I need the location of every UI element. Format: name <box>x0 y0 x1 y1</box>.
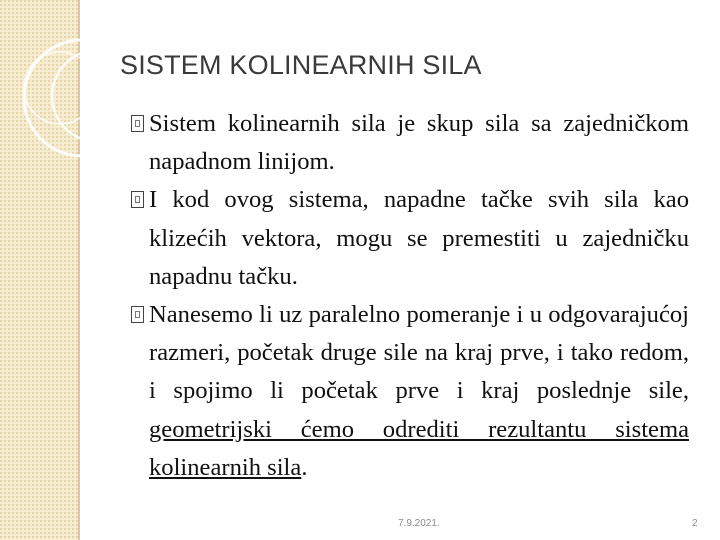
bullet-icon <box>131 115 144 132</box>
paragraph-1 <box>131 105 689 181</box>
paragraph-2-text: I kod ovog sistema, napadne tačke svih sila kao klizećih vektora, mogu se premestiti u zajedničku napadnu tačku. <box>149 186 689 290</box>
paragraph-3-text: Nanesemo li uz paralelno pomeranje i u odgovarajućoj razmeri, početak druge sile na kraj prve, i tako redom, i spojimo li početak prve i kraj poslednje sile, <box>149 301 689 405</box>
footer-date: 7.9.2021. <box>398 518 440 529</box>
paragraph-1-text: sila je skup sila sa zajedničkom napadnom linijom. <box>149 110 689 176</box>
paragraph-2 <box>131 181 689 296</box>
page-number: 2 <box>692 518 698 529</box>
bullet-icon <box>131 306 144 323</box>
slide-body <box>131 105 689 487</box>
bullet-icon <box>131 191 144 208</box>
paragraph-1-lead: Sistem kolinearnih <box>149 110 340 137</box>
paragraph-3-end: . <box>301 453 308 481</box>
slide-title: SISTEM KOLINEARNIH SILA <box>120 50 482 80</box>
paragraph-3-underlined: geometrijski ćemo odrediti rezultantu sistema kolinearnih sila <box>149 415 689 481</box>
paragraph-3 <box>131 296 689 487</box>
